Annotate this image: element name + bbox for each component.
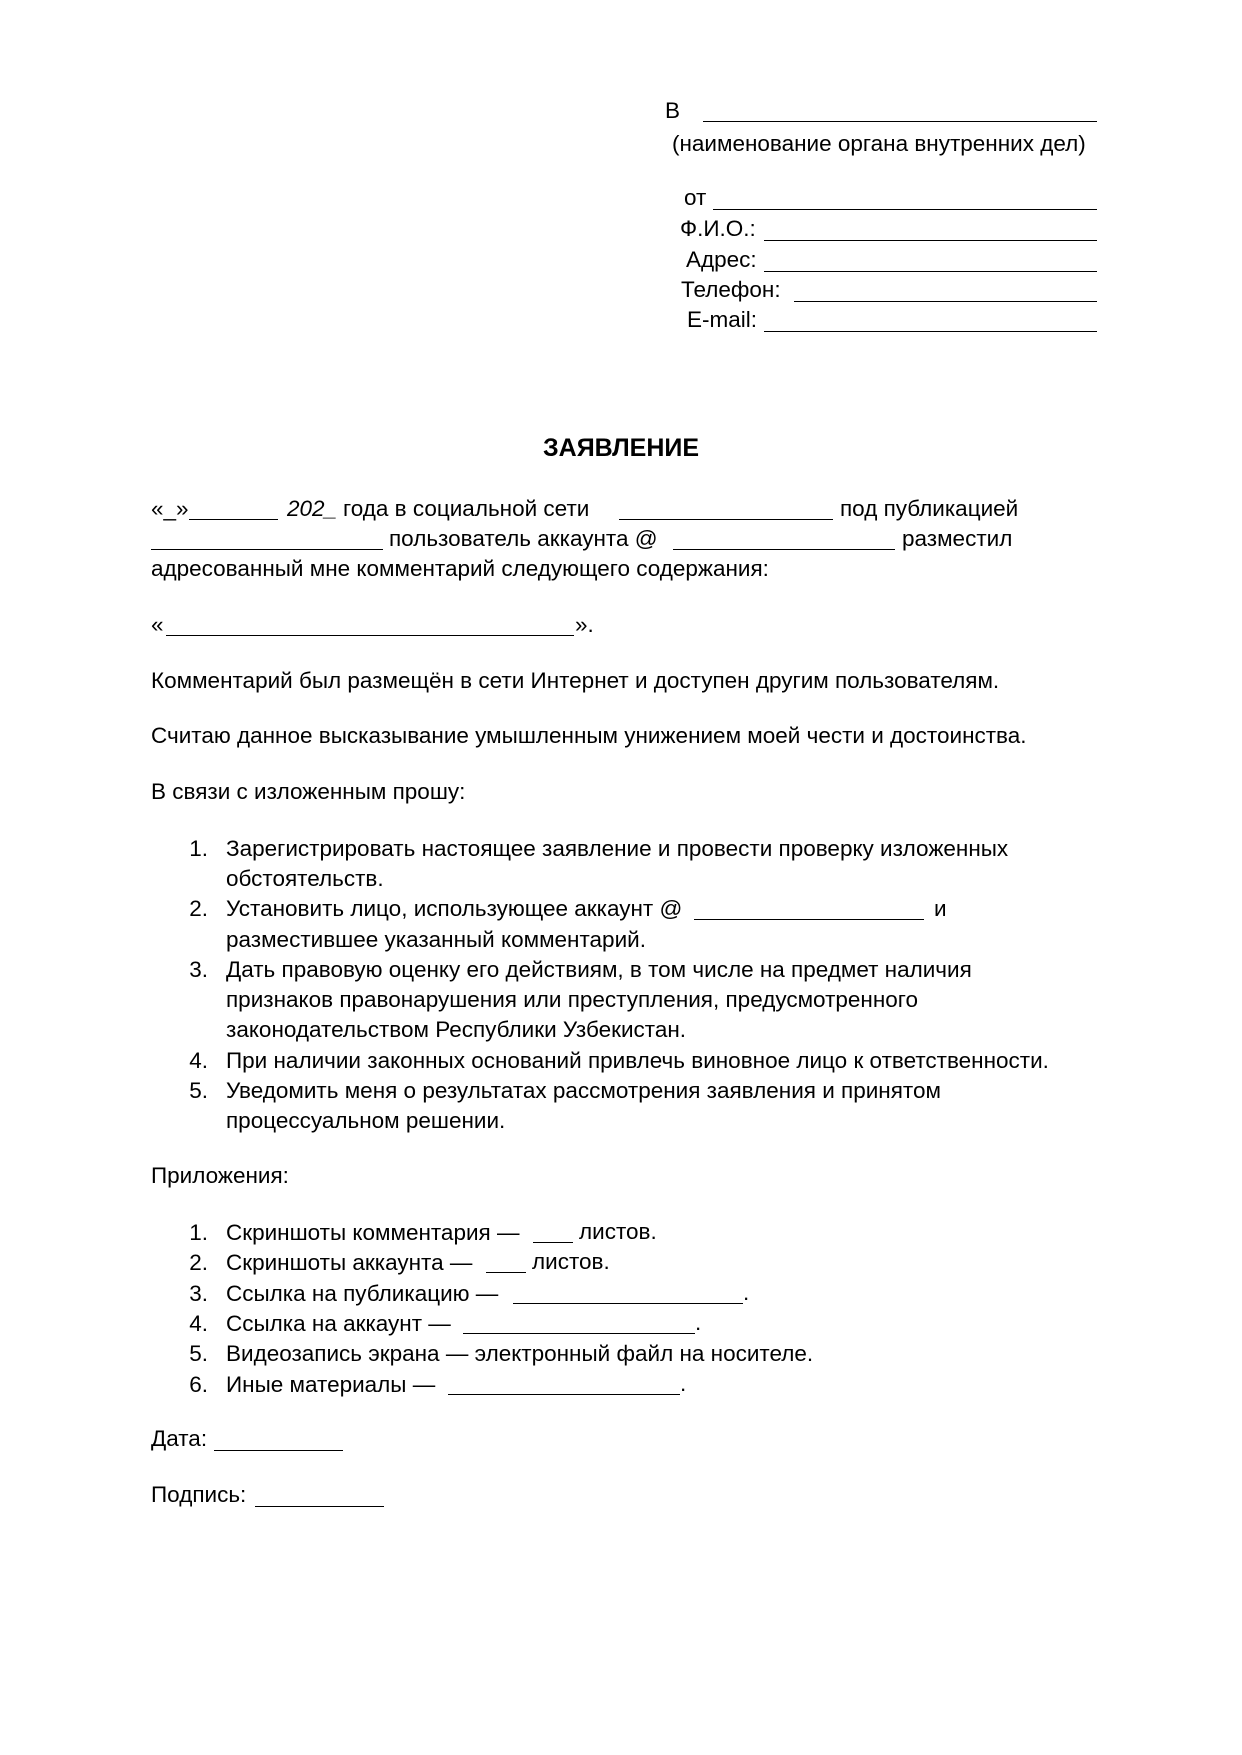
quote-close: ». — [575, 612, 594, 637]
intro-line2-text: пользователь аккаунта @ — [389, 526, 658, 551]
paragraph-2: Считаю данное высказывание умышленным унижением моей чести и достоинства. — [151, 723, 1027, 748]
phone-blank — [794, 301, 1097, 302]
attachment-1-text: Скриншоты комментария — — [226, 1220, 520, 1245]
attachment-3-suffix: . — [743, 1280, 750, 1305]
attachment-3-text: Ссылка на публикацию — — [226, 1281, 499, 1306]
paragraph-1: Комментарий был размещён в сети Интернет и доступен другим пользователям. — [151, 668, 1000, 693]
request-5-line-1: Уведомить меня о результатах рассмотрения заявления и принятом — [226, 1078, 941, 1103]
request-number: 5. — [189, 1078, 208, 1103]
attachment-4-suffix: . — [695, 1310, 702, 1335]
attachment-6-suffix: . — [680, 1371, 687, 1396]
quote-blank — [166, 635, 574, 636]
signature-blank — [255, 1506, 384, 1507]
request-1-line-2: обстоятельств. — [226, 866, 384, 891]
date-label: Дата: — [151, 1426, 208, 1451]
to-prefix: В — [665, 98, 681, 123]
request-number: 1. — [189, 836, 208, 861]
intro-month-blank — [189, 519, 278, 520]
request-3-line-2: признаков правонарушения или преступления, предусмотренного — [226, 987, 918, 1012]
request-2-line-1a: Установить лицо, использующее аккаунт @ — [226, 896, 683, 921]
address-blank — [764, 271, 1097, 272]
date-blank — [214, 1450, 343, 1451]
attachment-6-blank — [448, 1394, 680, 1395]
attachment-2-blank — [486, 1272, 526, 1273]
attachment-4-text: Ссылка на аккаунт — — [226, 1311, 451, 1336]
attachment-2-suffix: листов. — [532, 1249, 610, 1274]
request-number: 2. — [189, 896, 208, 921]
from-label: от — [684, 185, 707, 210]
intro-day: «_» — [151, 496, 189, 521]
attachment-number: 2. — [189, 1250, 208, 1275]
attachment-number: 1. — [189, 1220, 208, 1245]
fio-blank — [764, 240, 1097, 241]
request-2-line-1b: и — [934, 896, 947, 921]
attachment-3-blank — [513, 1303, 743, 1304]
intro-publication-blank — [151, 549, 383, 550]
signature-label: Подпись: — [151, 1482, 247, 1507]
attachment-5-text: Видеозапись экрана — электронный файл на носителе. — [226, 1341, 814, 1366]
request-number: 4. — [189, 1048, 208, 1073]
attachment-1-suffix: листов. — [579, 1219, 657, 1244]
request-1-line-1: Зарегистрировать настоящее заявление и провести проверку изложенных — [226, 836, 1009, 861]
request-2-line-2: разместившее указанный комментарий. — [226, 927, 646, 952]
request-3-line-1: Дать правовую оценку его действиям, в том числе на предмет наличия — [226, 957, 972, 982]
document-title: ЗАЯВЛЕНИЕ — [542, 434, 700, 462]
attachments-label: Приложения: — [151, 1163, 289, 1188]
attachment-1-blank — [533, 1242, 573, 1243]
attachment-number: 6. — [189, 1372, 208, 1397]
email-blank — [764, 331, 1097, 332]
intro-network-blank — [619, 519, 833, 520]
request-2-account-blank — [694, 919, 924, 920]
address-label: Адрес: — [686, 247, 757, 272]
request-4-line-1: При наличии законных оснований привлечь виновное лицо к ответственности. — [226, 1048, 1049, 1073]
attachment-6-text: Иные материалы — — [226, 1372, 436, 1397]
request-5-line-2: процессуальном решении. — [226, 1108, 506, 1133]
from-blank — [713, 209, 1097, 210]
intro-line1-text: года в социальной сети — [343, 496, 590, 521]
to-caption: (наименование органа внутренних дел) — [672, 131, 1086, 156]
intro-account-blank — [673, 549, 895, 550]
intro-line1-end: под публикацией — [840, 496, 1019, 521]
attachment-number: 4. — [189, 1311, 208, 1336]
intro-line3: адресованный мне комментарий следующего содержания: — [151, 556, 769, 581]
email-label: E-mail: — [687, 307, 758, 332]
to-blank — [703, 121, 1097, 122]
intro-year: 202_ — [287, 496, 338, 521]
quote-open: « — [151, 612, 164, 637]
request-number: 3. — [189, 957, 208, 982]
fio-label: Ф.И.О.: — [680, 216, 756, 241]
paragraph-3: В связи с изложенным прошу: — [151, 779, 466, 804]
attachment-4-blank — [463, 1333, 695, 1334]
request-3-line-3: законодательством Республики Узбекистан. — [226, 1017, 687, 1042]
attachment-number: 3. — [189, 1281, 208, 1306]
phone-label: Телефон: — [681, 277, 781, 302]
attachment-number: 5. — [189, 1341, 208, 1366]
intro-line2-end: разместил — [902, 526, 1013, 551]
attachment-2-text: Скриншоты аккаунта — — [226, 1250, 473, 1275]
